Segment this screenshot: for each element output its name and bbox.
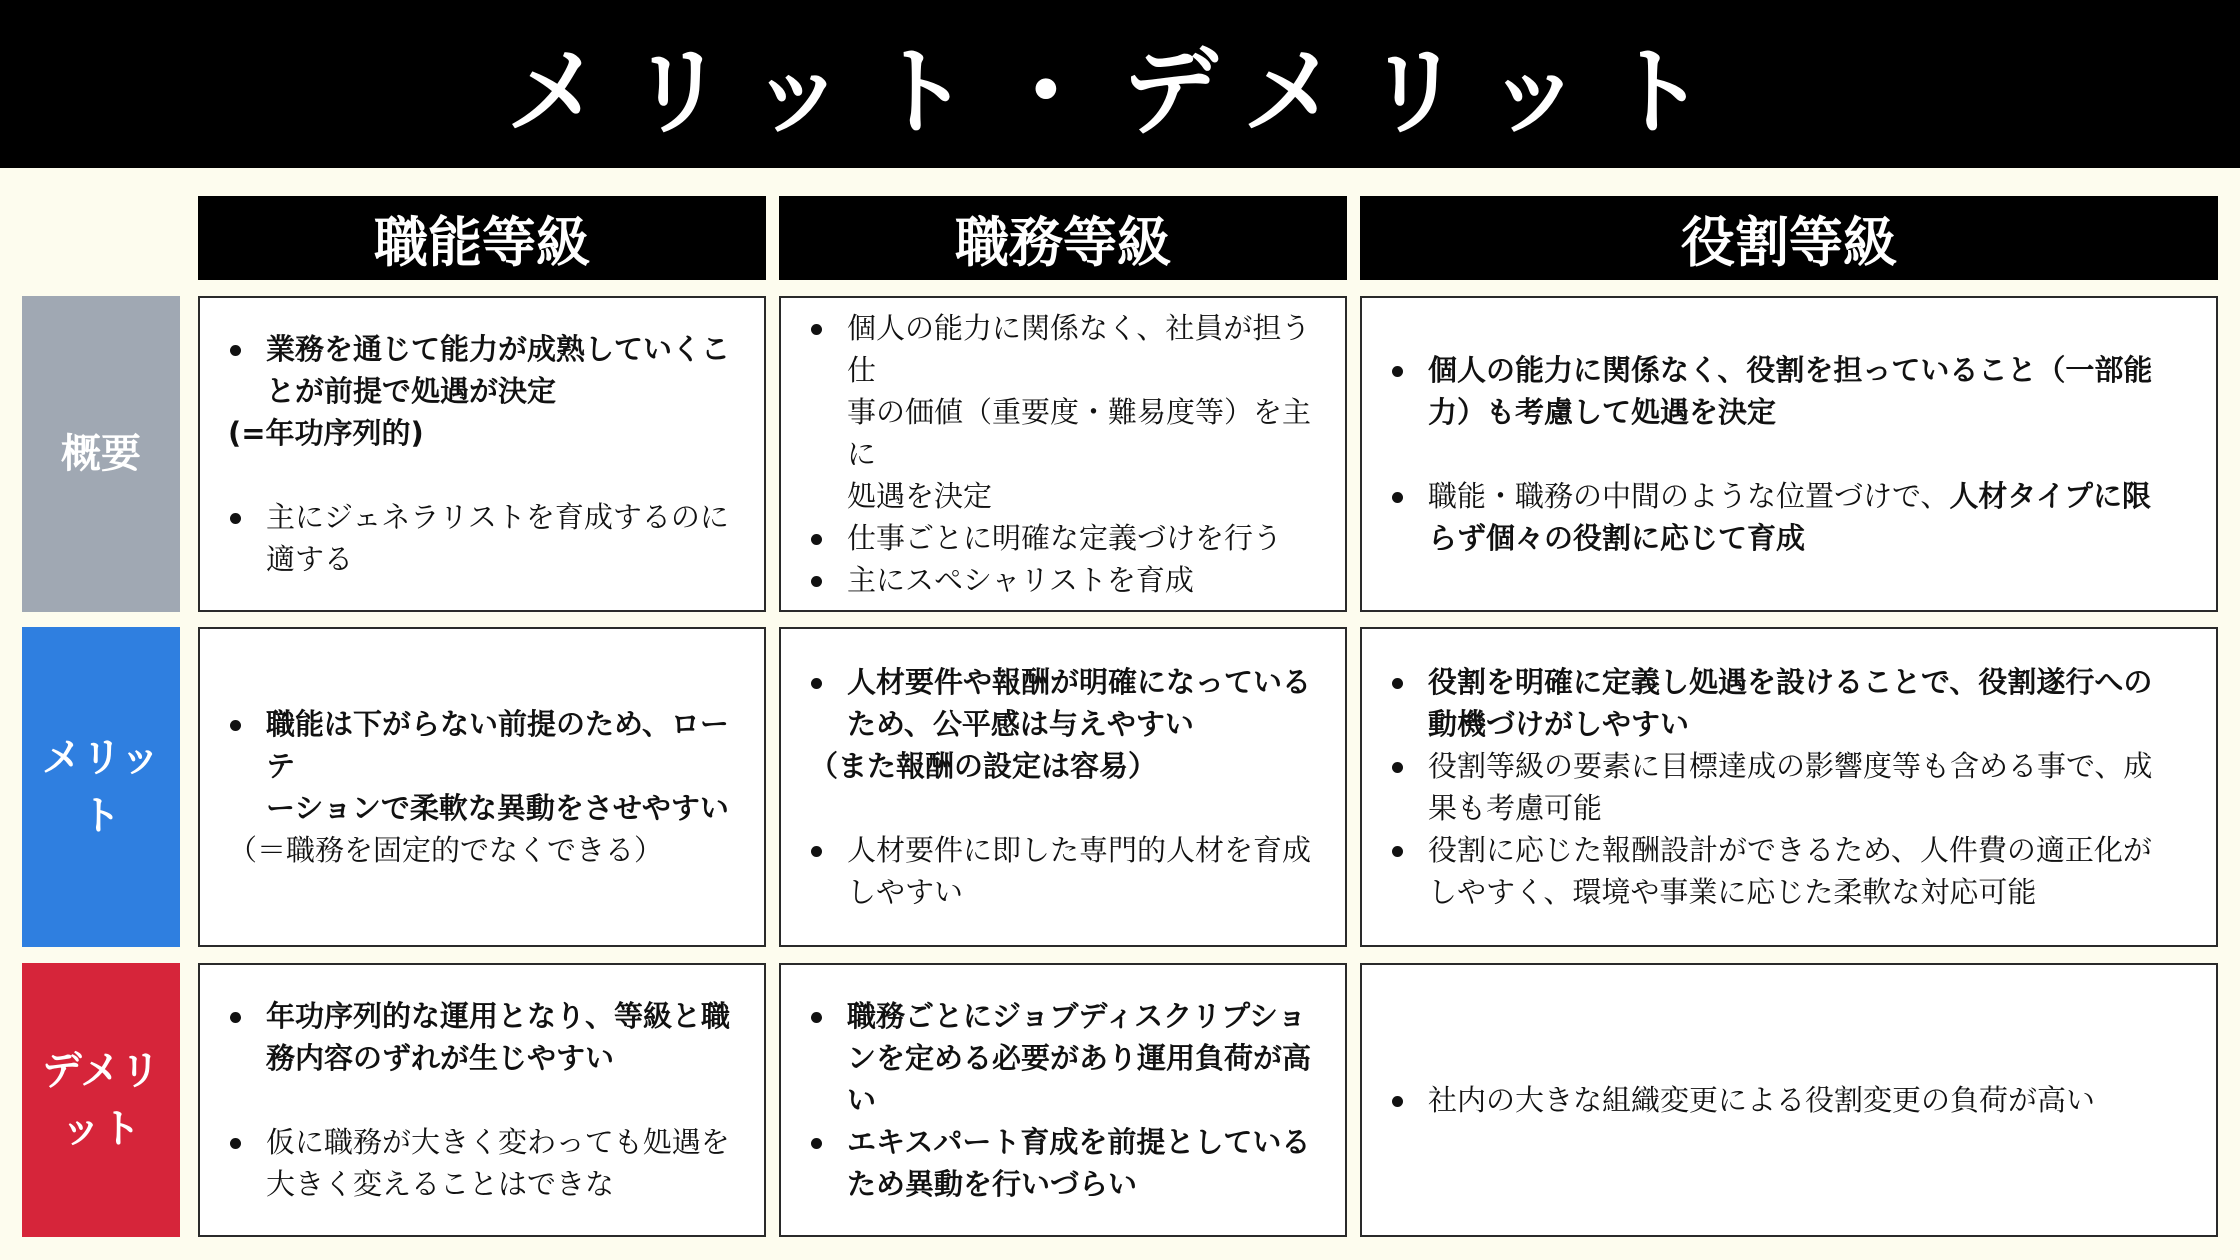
note-text: (=年功序列的) [228, 416, 424, 450]
note-text: （また報酬の設定は容易） [809, 749, 1158, 783]
bullet-item: 職能は下がらない前提のため、ローテ ーションで柔軟な異動をさせやすい [226, 703, 746, 829]
bullet-item: 主にジェネラリストを育成するのに 適する [226, 496, 746, 580]
row-header-overview [22, 296, 180, 612]
cell-overview-yakuwari [1360, 296, 2218, 612]
bullet-item: 役割等級の要素に目標達成の影響度等も含める事で、成 果も考慮可能 [1388, 745, 2198, 829]
column-header-shokuno: 職能等級 [198, 196, 766, 280]
bullet-item: 職能・職務の中間のような位置づけで、人材タイプに限 らず個々の役割に応じて育成 [1388, 475, 2198, 559]
page-title: メリット・デメリット [505, 35, 1735, 148]
row-header-demerit [22, 963, 180, 1237]
row-header-merit [22, 627, 180, 947]
cell-merit-yakuwari [1360, 627, 2218, 947]
note-text: （＝職務を固定的でなくできる） [228, 833, 664, 867]
bullet-item: エキスパート育成を前提としている ため異動を行いづらい [807, 1121, 1327, 1205]
cell-demerit-shokumu [779, 963, 1347, 1237]
cell-merit-shokuno [198, 627, 766, 947]
bullet-item: 社内の大きな組織変更による役割変更の負荷が高い [1388, 1079, 2198, 1121]
row-header-demerit-line: デメリ [41, 1048, 161, 1094]
bullet-item: 役割を明確に定義し処遇を設けることで、役割遂行への 動機づけがしやすい [1388, 661, 2198, 745]
bullet-item: 業務を通じて能力が成熟していくこ とが前提で処遇が決定 [226, 328, 746, 412]
bullet-item: 仮に職務が大きく変わっても処遇を 大きく変えることはできな [226, 1121, 746, 1205]
bullet-item: 個人の能力に関係なく、役割を担っていること（一部能 力）も考慮して処遇を決定 [1388, 349, 2198, 433]
cell-demerit-yakuwari [1360, 963, 2218, 1237]
bullet-item: 役割に応じた報酬設計ができるため、人件費の適正化が しやすく、環境や事業に応じた柔軟な対応可能 [1388, 829, 2198, 913]
cell-overview-shokumu [779, 296, 1347, 612]
cell-demerit-shokuno [198, 963, 766, 1237]
bullet-item: 個人の能力に関係なく、社員が担う仕 事の価値（重要度・難易度等）を主に 処遇を決定 [807, 307, 1327, 517]
bullet-item: 主にスペシャリストを育成 [807, 559, 1327, 601]
bullet-item: 仕事ごとに明確な定義づけを行う [807, 517, 1327, 559]
row-header-demerit-line: ット [61, 1106, 141, 1152]
row-header-merit-line: メリッ [41, 735, 161, 781]
bullet-item: 人材要件に即した専門的人材を育成 しやすい [807, 829, 1327, 913]
cell-overview-shokuno [198, 296, 766, 612]
bullet-item: 年功序列的な運用となり、等級と職 務内容のずれが生じやすい [226, 995, 746, 1079]
bullet-item: 人材要件や報酬が明確になっている ため、公平感は与えやすい [807, 661, 1327, 745]
row-header-overview-label: 概要 [61, 431, 141, 477]
bullet-item: 職務ごとにジョブディスクリプショ ンを定める必要があり運用負荷が高 い [807, 995, 1327, 1121]
cell-merit-shokumu [779, 627, 1347, 947]
column-header-yakuwari: 役割等級 [1360, 196, 2218, 280]
column-header-shokumu: 職務等級 [779, 196, 1347, 280]
title-bar [0, 0, 2240, 168]
row-header-merit-line: ト [81, 793, 121, 839]
